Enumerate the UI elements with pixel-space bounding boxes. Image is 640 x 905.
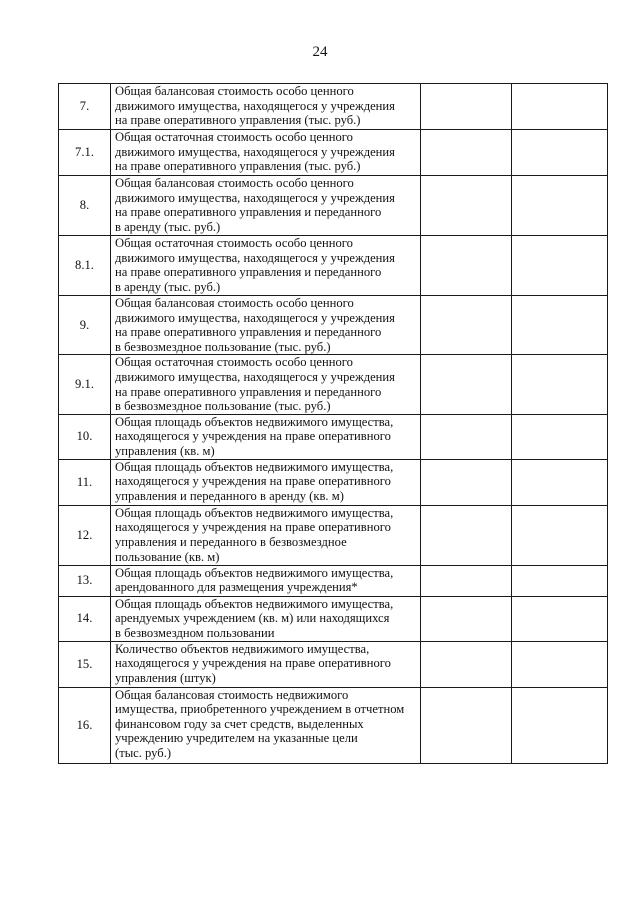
row-description bbox=[111, 414, 421, 459]
page-number: 24 bbox=[312, 44, 328, 60]
row-description bbox=[111, 505, 421, 565]
value-cell-2 bbox=[512, 641, 608, 687]
value-cell-2 bbox=[512, 459, 608, 505]
row-number: 14. bbox=[59, 596, 111, 641]
value-cell-1 bbox=[421, 236, 512, 296]
row-number: 15. bbox=[59, 641, 111, 687]
row-description-text: Общая остаточная стоимость особо ценного движимого имущества, находящегося у учреждения на праве оперативного управления и переданного в безвозмездное пользование (тыс. руб.) bbox=[115, 355, 395, 414]
table-row bbox=[59, 84, 608, 130]
row-description-text: Общая площадь объектов недвижимого имущества, арендованного для размещения учреждения* bbox=[115, 565, 394, 595]
row-number: 12. bbox=[59, 505, 111, 565]
row-description-text: Общая балансовая стоимость особо ценного движимого имущества, находящегося у учреждения на праве оперативного управления и переданного в аренду (тыс. руб.) bbox=[115, 176, 395, 234]
report-table bbox=[58, 83, 608, 764]
value-cell-1 bbox=[421, 459, 512, 505]
row-number: 9. bbox=[59, 296, 111, 355]
row-description-text: Общая остаточная стоимость особо ценного движимого имущества, находящегося у учреждения на праве оперативного управления (тыс. руб.) bbox=[115, 130, 395, 174]
table-row bbox=[59, 296, 608, 355]
row-description-text: Общая балансовая стоимость недвижимого имущества, приобретенного учреждением в отчетном финансовом году за счет средств, выделенных учреждению учредителем на указанные цели (тыс. руб.) bbox=[115, 687, 405, 760]
value-cell-1 bbox=[421, 596, 512, 641]
table-row bbox=[59, 176, 608, 236]
value-cell-2 bbox=[512, 414, 608, 459]
row-description bbox=[111, 596, 421, 641]
value-cell-1 bbox=[421, 565, 512, 596]
table-row bbox=[59, 641, 608, 687]
row-number: 11. bbox=[59, 459, 111, 505]
row-number: 7.1. bbox=[59, 130, 111, 176]
value-cell-2 bbox=[512, 505, 608, 565]
row-description bbox=[111, 296, 421, 355]
value-cell-2 bbox=[512, 355, 608, 414]
row-number: 8. bbox=[59, 176, 111, 236]
row-description bbox=[111, 355, 421, 414]
value-cell-2 bbox=[512, 565, 608, 596]
value-cell-2 bbox=[512, 130, 608, 176]
value-cell-1 bbox=[421, 296, 512, 355]
report-table-body bbox=[59, 84, 608, 764]
value-cell-1 bbox=[421, 505, 512, 565]
table-row bbox=[59, 596, 608, 641]
row-description bbox=[111, 130, 421, 176]
row-description bbox=[111, 176, 421, 236]
row-description-text: Общая остаточная стоимость особо ценного движимого имущества, находящегося у учреждения на праве оперативного управления и переданного в аренду (тыс. руб.) bbox=[115, 236, 395, 294]
value-cell-1 bbox=[421, 176, 512, 236]
value-cell-2 bbox=[512, 84, 608, 130]
value-cell-2 bbox=[512, 596, 608, 641]
row-description bbox=[111, 84, 421, 130]
row-description bbox=[111, 565, 421, 596]
row-number: 7. bbox=[59, 84, 111, 130]
row-description bbox=[111, 236, 421, 296]
row-description-text: Количество объектов недвижимого имущества, находящегося у учреждения на праве оперативного управления (штук) bbox=[115, 641, 391, 685]
table-row bbox=[59, 236, 608, 296]
row-number: 9.1. bbox=[59, 355, 111, 414]
value-cell-2 bbox=[512, 236, 608, 296]
row-number: 13. bbox=[59, 565, 111, 596]
row-description-text: Общая площадь объектов недвижимого имущества, находящегося у учреждения на праве оперативного управления и переданного в безвозмездное пользование (кв. м) bbox=[115, 505, 394, 564]
row-number: 8.1. bbox=[59, 236, 111, 296]
table-row bbox=[59, 130, 608, 176]
value-cell-1 bbox=[421, 414, 512, 459]
row-description bbox=[111, 641, 421, 687]
table-row bbox=[59, 355, 608, 414]
table-row bbox=[59, 565, 608, 596]
value-cell-1 bbox=[421, 687, 512, 763]
table-row bbox=[59, 414, 608, 459]
row-description-text: Общая балансовая стоимость особо ценного движимого имущества, находящегося у учреждения на праве оперативного управления и переданного в безвозмездное пользование (тыс. руб.) bbox=[115, 296, 395, 354]
value-cell-2 bbox=[512, 687, 608, 763]
value-cell-2 bbox=[512, 296, 608, 355]
table-row bbox=[59, 459, 608, 505]
row-description-text: Общая площадь объектов недвижимого имущества, находящегося у учреждения на праве оперативного управления и переданного в аренду (кв. м) bbox=[115, 459, 394, 503]
row-description-text: Общая балансовая стоимость особо ценного движимого имущества, находящегося у учреждения на праве оперативного управления (тыс. руб.) bbox=[115, 84, 395, 128]
row-description bbox=[111, 687, 421, 763]
value-cell-1 bbox=[421, 130, 512, 176]
value-cell-1 bbox=[421, 355, 512, 414]
row-number: 16. bbox=[59, 687, 111, 763]
row-description-text: Общая площадь объектов недвижимого имущества, арендуемых учреждением (кв. м) или находящихся в безвозмездном пользовании bbox=[115, 596, 394, 640]
table-row bbox=[59, 505, 608, 565]
row-description-text: Общая площадь объектов недвижимого имущества, находящегося у учреждения на праве оперативного управления (кв. м) bbox=[115, 414, 394, 458]
row-description bbox=[111, 459, 421, 505]
value-cell-1 bbox=[421, 641, 512, 687]
value-cell-2 bbox=[512, 176, 608, 236]
value-cell-1 bbox=[421, 84, 512, 130]
row-number: 10. bbox=[59, 414, 111, 459]
table-row bbox=[59, 687, 608, 763]
